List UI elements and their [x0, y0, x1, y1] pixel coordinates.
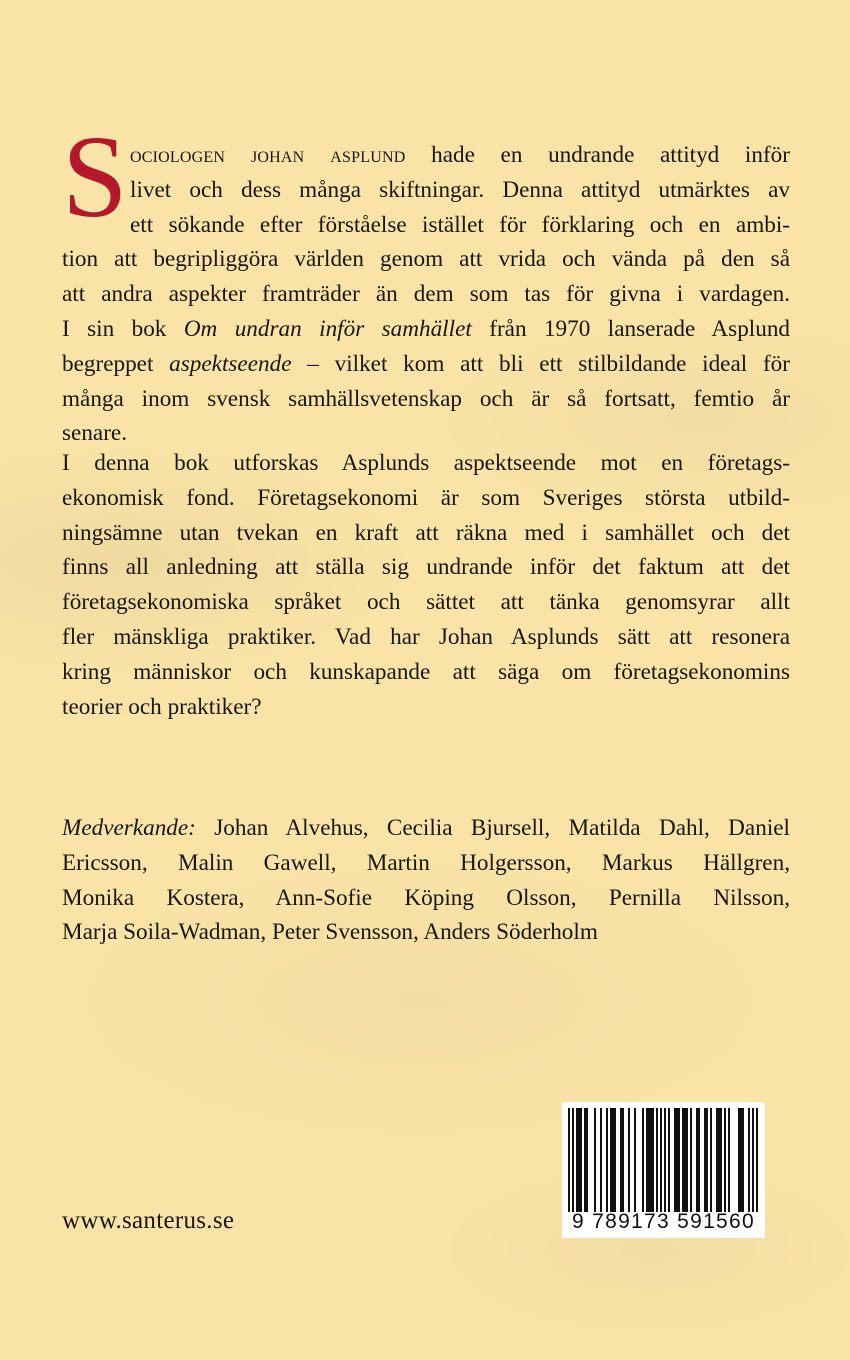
intro-line — [62, 347, 790, 382]
contributors-label: Medverkande: — [62, 815, 196, 841]
barcode-bar — [610, 1108, 612, 1212]
para-line: finns all anledning att ställa sig undrande inför det faktum att det — [62, 554, 790, 581]
barcode-bar — [646, 1108, 648, 1212]
intro-line-text: från 1970 lanserade Asplund — [471, 315, 791, 342]
barcode-bar — [748, 1108, 750, 1212]
second-paragraph — [62, 446, 790, 724]
barcode-bar — [648, 1108, 650, 1212]
barcode-bar — [580, 1108, 582, 1212]
barcode-bar — [674, 1108, 676, 1212]
barcode-bar — [752, 1108, 754, 1212]
barcode-bar — [716, 1108, 718, 1212]
barcode-bar — [650, 1108, 652, 1212]
intro-line — [62, 312, 790, 347]
barcode-bar — [612, 1108, 614, 1212]
para-line: företagsekonomiska språket och sättet att tänka genomsyrar allt — [62, 589, 790, 616]
barcode-bar — [634, 1108, 636, 1212]
barcode-bar — [676, 1108, 678, 1212]
barcode-bar — [642, 1108, 644, 1212]
para-line: teorier och praktiker? — [62, 693, 262, 720]
barcode-bar — [720, 1108, 722, 1212]
para-line: ningsämne utan tvekan en kraft att räkna med i samhället och det — [62, 519, 790, 546]
barcode-bar — [706, 1108, 708, 1212]
barcode-bar — [664, 1108, 666, 1212]
barcode-bar — [682, 1108, 684, 1212]
barcode-bar — [728, 1108, 730, 1212]
term-italic: aspektseende — [169, 350, 292, 377]
para-line: kring människor och kunskapande att säga om företagsekonomins — [62, 658, 790, 685]
barcode-bar — [578, 1108, 580, 1212]
barcode-bar — [696, 1108, 698, 1212]
barcode-bar — [698, 1108, 700, 1212]
barcode-digits: 9 789173 591560 — [572, 1210, 755, 1233]
intro-line: livet och dess många skiftningar. Denna attityd utmärktes av — [130, 176, 790, 203]
intro-line: att andra aspekter framträder än dem som tas för givna i vardagen. — [62, 281, 790, 308]
intro-line: tion att begripliggöra världen genom att vrida och vända på den så — [62, 246, 790, 273]
barcode-bars — [568, 1108, 758, 1212]
barcode-bar — [586, 1108, 588, 1212]
para-line: fler mänskliga praktiker. Vad har Johan Asplunds sätt att resonera — [62, 623, 790, 650]
barcode-bar — [576, 1108, 578, 1212]
barcode-bar — [628, 1108, 630, 1212]
intro-paragraph — [62, 138, 790, 451]
barcode-bar — [622, 1108, 624, 1212]
barcode-bar — [594, 1108, 596, 1212]
contributors-line — [62, 811, 790, 846]
barcode-bar — [724, 1108, 726, 1212]
barcode-bar — [652, 1108, 654, 1212]
contributors-line: Ericsson, Malin Gawell, Martin Holgersson, Markus Hällgren, — [62, 849, 790, 876]
barcode-bar — [568, 1108, 570, 1212]
contributors-line: Marja Soila-Wadman, Peter Svensson, Anders Söderholm — [62, 919, 598, 946]
barcode-bar — [686, 1108, 688, 1212]
barcode-bar — [740, 1108, 742, 1212]
barcode-bar — [584, 1108, 586, 1212]
intro-line-text: hade en undrande attityd inför — [405, 142, 790, 168]
barcode-bar — [710, 1108, 712, 1212]
barcode-bar — [690, 1108, 692, 1212]
isbn-barcode — [562, 1102, 765, 1238]
contributors-names: Johan Alvehus, Cecilia Bjursell, Matilda Dahl, Daniel — [195, 815, 790, 841]
intro-line — [62, 138, 790, 173]
drop-cap: S — [62, 111, 128, 242]
intro-line-text: – vilket kom att bli ett stilbildande ideal för — [291, 350, 790, 377]
barcode-bar — [660, 1108, 662, 1212]
barcode-bar — [600, 1108, 602, 1212]
intro-line: senare. — [62, 420, 128, 447]
barcode-bar — [756, 1108, 758, 1212]
intro-small-caps: ociologen johan asplund — [130, 142, 406, 168]
barcode-bar — [620, 1108, 622, 1212]
contributors-line: Monika Kostera, Ann-Sofie Köping Olsson, Pernilla Nilsson, — [62, 884, 790, 911]
book-title-italic: Om undran inför samhället — [183, 315, 472, 342]
para-line: ekonomisk fond. Företagsekonomi är som Sveriges största utbild- — [62, 484, 790, 511]
barcode-bar — [678, 1108, 680, 1212]
intro-line-text: I sin bok — [62, 315, 184, 342]
barcode-bar — [718, 1108, 720, 1212]
intro-line-text: begreppet — [62, 350, 170, 377]
intro-line: ett sökande efter förståelse istället för förklaring och en ambi- — [130, 211, 790, 238]
barcode-bar — [742, 1108, 744, 1212]
barcode-bar — [572, 1108, 574, 1212]
barcode-bar — [668, 1108, 670, 1212]
publisher-website: www.santerus.se — [62, 1207, 235, 1234]
barcode-bar — [614, 1108, 616, 1212]
intro-line: många inom svensk samhällsvetenskap och är så fortsatt, femtio år — [62, 385, 790, 412]
barcode-bar — [704, 1108, 706, 1212]
barcode-bar — [738, 1108, 740, 1212]
barcode-bar — [684, 1108, 686, 1212]
contributors-list — [62, 811, 790, 950]
barcode-bar — [606, 1108, 608, 1212]
barcode-bar — [656, 1108, 658, 1212]
para-line: I denna bok utforskas Asplunds aspektseende mot en företags- — [62, 450, 790, 476]
